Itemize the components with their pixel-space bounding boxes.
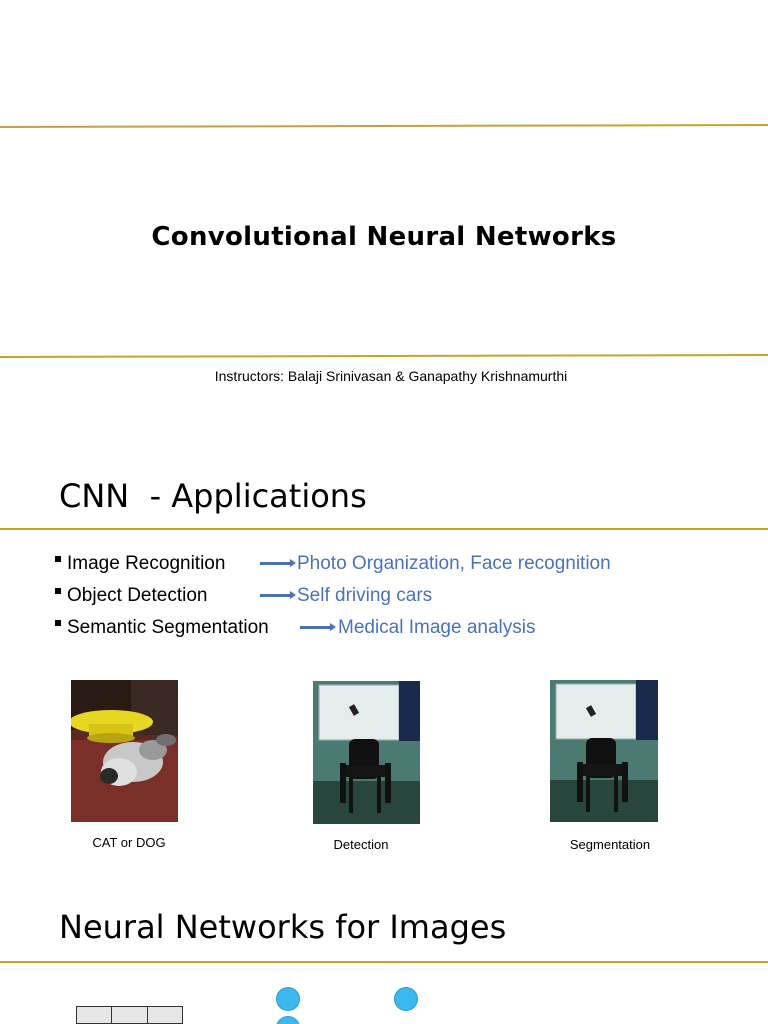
dog-photo bbox=[71, 680, 178, 822]
applications-heading: CNN - Applications bbox=[59, 477, 367, 515]
caption-detection: Detection bbox=[333, 837, 389, 852]
network-node bbox=[276, 1016, 300, 1024]
chair-detection-photo bbox=[313, 681, 420, 824]
image-grid bbox=[76, 1006, 183, 1024]
bullet-target: Self driving cars bbox=[297, 585, 433, 606]
bullet-marker bbox=[55, 620, 61, 626]
arrow-right-icon bbox=[300, 626, 331, 629]
grid-line bbox=[147, 1007, 148, 1024]
bullet-label: Object Detection bbox=[67, 585, 208, 606]
slide-title: Convolutional Neural Networks bbox=[151, 222, 617, 252]
neural-networks-heading: Neural Networks for Images bbox=[59, 908, 507, 946]
applications-divider bbox=[0, 528, 768, 530]
bottom-divider bbox=[0, 354, 768, 358]
arrow-right-icon bbox=[260, 562, 291, 565]
neural-networks-divider bbox=[0, 961, 768, 963]
network-node bbox=[276, 987, 300, 1011]
bullet-marker bbox=[55, 588, 61, 594]
chair-segmentation-photo bbox=[550, 680, 658, 822]
bullet-label: Image Recognition bbox=[67, 553, 226, 574]
instructors-text: Instructors: Balaji Srinivasan & Ganapathy Krishnamurthi bbox=[214, 368, 568, 384]
bullet-target: Medical Image analysis bbox=[338, 617, 536, 638]
caption-cat-or-dog: CAT or DOG bbox=[92, 835, 166, 850]
network-node bbox=[394, 987, 418, 1011]
grid-line bbox=[111, 1007, 112, 1024]
title-slide bbox=[0, 0, 768, 420]
bullet-marker bbox=[55, 556, 61, 562]
bullet-label: Semantic Segmentation bbox=[67, 617, 269, 638]
arrow-right-icon bbox=[260, 594, 291, 597]
top-divider bbox=[0, 124, 768, 128]
bullet-target: Photo Organization, Face recognition bbox=[297, 553, 611, 574]
caption-segmentation: Segmentation bbox=[569, 837, 651, 852]
